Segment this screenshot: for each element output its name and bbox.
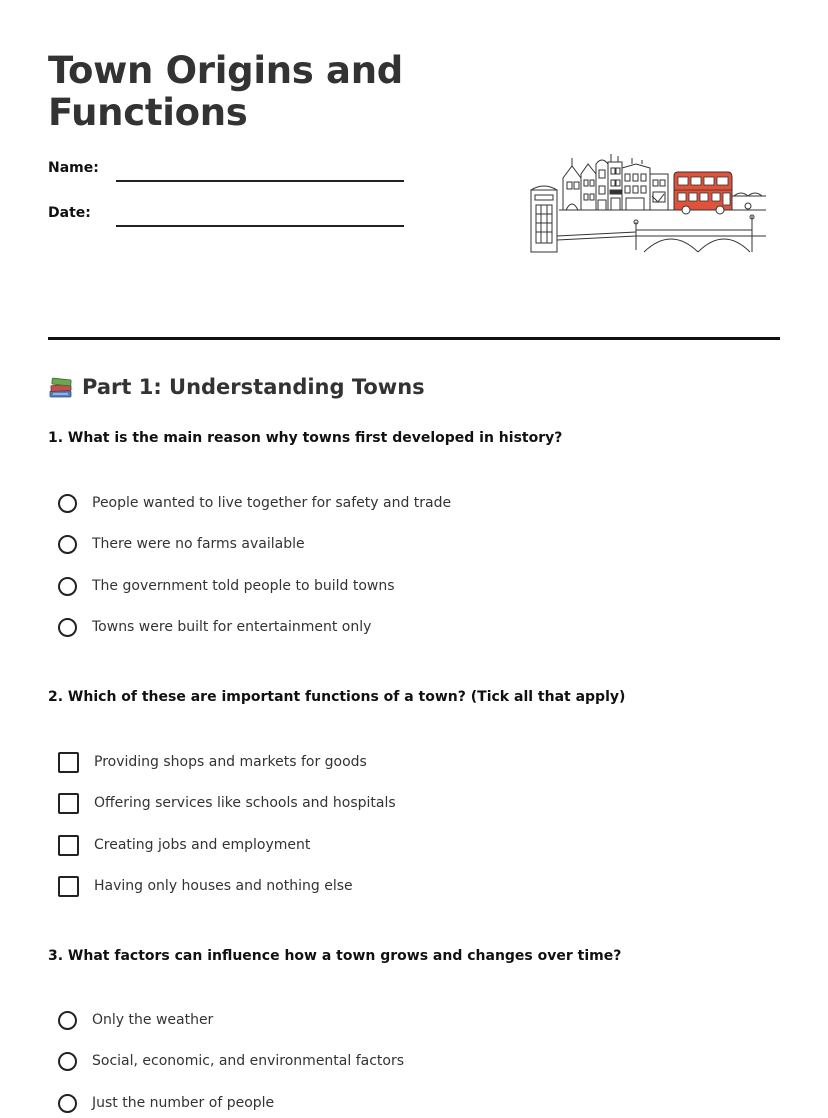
q1-option-1[interactable]	[58, 491, 451, 515]
option-label: There were no farms available	[92, 536, 305, 552]
section-heading	[48, 374, 425, 400]
section-title: Part 1: Understanding Towns	[82, 375, 425, 399]
option-label: Only the weather	[92, 1012, 214, 1028]
q1-option-4[interactable]	[58, 615, 371, 639]
buildings-icon	[563, 154, 668, 210]
checkbox[interactable]	[58, 835, 79, 856]
radio-button[interactable]	[58, 618, 77, 637]
bus-icon	[674, 172, 732, 214]
option-label: Social, economic, and environmental factors	[92, 1053, 405, 1069]
name-field[interactable]	[116, 180, 404, 182]
radio-button[interactable]	[58, 1094, 77, 1113]
option-label: Having only houses and nothing else	[94, 878, 353, 894]
q1-option-2[interactable]	[58, 532, 305, 556]
q2-option-1[interactable]	[58, 750, 367, 774]
option-label: The government told people to build towns	[92, 578, 395, 594]
radio-button[interactable]	[58, 535, 77, 554]
title-line-2: Functions	[48, 91, 248, 134]
checkbox[interactable]	[58, 793, 79, 814]
question-3: 3. What factors can influence how a town grows and changes over time?	[48, 948, 622, 964]
checkbox[interactable]	[58, 752, 79, 773]
q2-option-4[interactable]	[58, 874, 353, 898]
section-divider	[48, 337, 780, 340]
option-label: Providing shops and markets for goods	[94, 754, 367, 770]
q2-option-3[interactable]	[58, 833, 310, 857]
q2-option-2[interactable]	[58, 791, 396, 815]
question-1: 1. What is the main reason why towns first developed in history?	[48, 430, 563, 446]
radio-button[interactable]	[58, 577, 77, 596]
q3-option-2[interactable]	[58, 1049, 404, 1073]
q3-option-1[interactable]	[58, 1008, 213, 1032]
checkbox[interactable]	[58, 876, 79, 897]
radio-button[interactable]	[58, 494, 77, 513]
option-label: Offering services like schools and hospitals	[94, 795, 396, 811]
title-line-1: Town Origins and	[48, 49, 403, 92]
option-label: Towns were built for entertainment only	[92, 619, 372, 635]
books-icon	[48, 374, 74, 400]
date-label: Date:	[48, 205, 91, 221]
option-label: Just the number of people	[92, 1095, 275, 1111]
radio-button[interactable]	[58, 1011, 77, 1030]
telephone-box-icon	[531, 186, 557, 252]
worksheet-title	[48, 50, 403, 134]
bridge-icon	[557, 215, 766, 252]
town-illustration	[526, 150, 770, 256]
name-label: Name:	[48, 160, 99, 176]
question-2: 2. Which of these are important functions of a town? (Tick all that apply)	[48, 689, 626, 705]
option-label: People wanted to live together for safety and trade	[92, 495, 452, 511]
radio-button[interactable]	[58, 1052, 77, 1071]
q3-option-3[interactable]	[58, 1091, 274, 1115]
date-field[interactable]	[116, 225, 404, 227]
q1-option-3[interactable]	[58, 574, 395, 598]
option-label: Creating jobs and employment	[94, 837, 311, 853]
